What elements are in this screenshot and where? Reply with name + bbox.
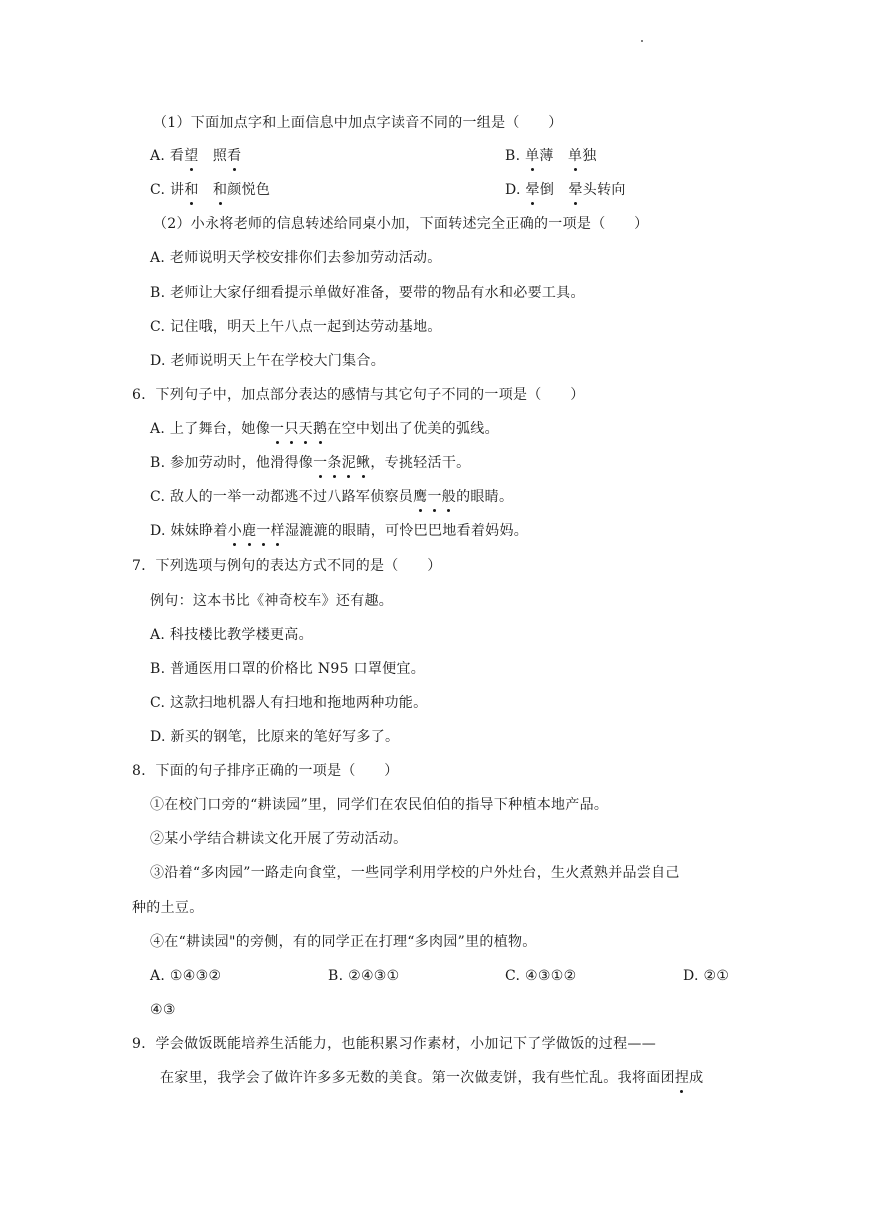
option-text: B. — [505, 148, 526, 164]
option-text: D. — [505, 182, 526, 198]
option-text: ，专挑轻活干。 — [370, 455, 471, 471]
q6-option-c[interactable] — [150, 488, 513, 506]
dotted-char: 望 — [184, 148, 199, 164]
q5-sub2-option-c[interactable]: C. 记住哦，明天上午八点一起到达劳动基地。 — [150, 319, 442, 335]
q5-sub1-stem: （1）下面加点字和上面信息中加点字读音不同的一组是（ ） — [153, 115, 563, 131]
option-text: 头转向 — [582, 182, 626, 198]
q8-sentence-1: ①在校门口旁的“耕读园”里，同学们在农民伯伯的指导下种植本地产品。 — [150, 797, 609, 813]
option-text: 在空中划出了优美的弧线。 — [327, 421, 499, 437]
q8-sentence-4: ④在“耕读园"的旁侧，有的同学正在打理“多肉园”里的植物。 — [150, 934, 537, 950]
paragraph-text: 成 — [689, 1070, 704, 1086]
dotted-char: 鹅 — [312, 421, 328, 437]
dotted-char: 一 — [270, 421, 285, 437]
dotted-char: 看 — [227, 148, 242, 164]
dotted-char: 和 — [212, 182, 228, 198]
q7-stem: 7．下列选项与例句的表达方式不同的是（ ） — [132, 558, 442, 574]
q8-sentence-2: ②某小学结合耕读文化开展了劳动活动。 — [150, 831, 408, 847]
dotted-char: 一 — [427, 489, 442, 505]
q5-sub2-option-a[interactable]: A. 老师说明天学校安排你们去参加劳动活动。 — [150, 250, 442, 266]
dotted-char: 泥 — [341, 455, 357, 471]
q8-sentence-3-cont: 种的土豆。 — [132, 900, 204, 916]
q5-sub2-option-d[interactable]: D. 老师说明天上午在学校大门集合。 — [150, 353, 386, 369]
option-text: 的眼睛。 — [456, 489, 514, 505]
q9-stem: 9．学会做饭既能培养生活能力，也能积累习作素材，小加记下了学做饭的过程—— — [132, 1036, 657, 1052]
option-text: 倒 — [539, 182, 569, 198]
option-text: C. 讲 — [150, 182, 185, 198]
dotted-char: 条 — [327, 455, 342, 471]
q8-option-d[interactable]: D. ②① — [683, 968, 730, 984]
dotted-char: 一 — [313, 455, 328, 471]
option-text: C. 敌人的一举一动都逃不过八路军侦察员 — [150, 489, 414, 505]
option-text — [199, 182, 213, 198]
q6-option-a[interactable] — [150, 420, 499, 438]
option-text: 薄 — [539, 148, 569, 164]
dotted-char: 样 — [270, 523, 285, 539]
dotted-char: 一 — [256, 523, 271, 539]
page-mark — [641, 40, 643, 42]
dotted-char: 天 — [298, 421, 313, 437]
q6-stem: 6．下列句子中，加点部分表达的感情与其它句子不同的一项是（ ） — [132, 387, 585, 403]
option-text: 独 — [582, 148, 597, 164]
q5-sub1-option-d[interactable] — [505, 181, 626, 199]
dotted-char: 只 — [284, 421, 299, 437]
option-text: D. 妹妹睁着 — [150, 523, 228, 539]
dotted-char: 晕 — [568, 182, 583, 198]
q9-paragraph — [160, 1069, 703, 1087]
option-text: A. 看 — [150, 148, 185, 164]
q6-option-d[interactable] — [150, 522, 528, 540]
dotted-char: 晕 — [525, 182, 540, 198]
dotted-char: 小 — [227, 523, 243, 539]
q5-sub1-option-c[interactable] — [150, 181, 270, 199]
q8-option-d-wrap: ④③ — [150, 1002, 176, 1018]
option-text: 照 — [198, 148, 228, 164]
dotted-char: 鹰 — [413, 489, 428, 505]
dotted-char: 般 — [441, 489, 457, 505]
q5-sub2-stem: （2）小永将老师的信息转述给同桌小加，下面转述完全正确的一项是（ ） — [153, 216, 649, 232]
option-text: A. 上了舞台，她像 — [150, 421, 271, 437]
dotted-char: 和 — [184, 182, 199, 198]
q5-sub2-option-b[interactable]: B. 老师让大家仔细看提示单做好准备，要带的物品有水和必要工具。 — [150, 285, 585, 301]
option-text: 颜悦色 — [227, 182, 271, 198]
q6-option-b[interactable] — [150, 454, 470, 472]
dotted-char: 单 — [525, 148, 540, 164]
q5-sub1-option-b[interactable] — [505, 147, 597, 165]
q7-option-a[interactable]: A. 科技楼比教学楼更高。 — [150, 627, 313, 643]
dotted-char: 捏 — [674, 1070, 690, 1086]
q8-option-a[interactable]: A. ①④③② — [150, 968, 222, 984]
q8-option-b[interactable]: B. ②④③① — [328, 968, 400, 984]
q7-example: 例句：这本书比《神奇校车》还有趣。 — [150, 593, 394, 609]
option-text: 湿漉漉的眼睛，可怜巴巴地看着妈妈。 — [284, 523, 529, 539]
option-text: B. 参加劳动时，他滑得像 — [150, 455, 314, 471]
q7-option-c[interactable]: C. 这款扫地机器人有扫地和拖地两种功能。 — [150, 695, 428, 711]
q5-sub1-option-a[interactable] — [150, 147, 241, 165]
q7-option-b[interactable]: B. 普通医用口罩的价格比 N95 口罩便宜。 — [150, 661, 426, 677]
dotted-char: 单 — [568, 148, 583, 164]
paragraph-text: 在家里，我学会了做许许多多无数的美食。第一次做麦饼，我有些忙乱。我将面团 — [160, 1070, 675, 1086]
dotted-char: 鳅 — [356, 455, 371, 471]
q8-sentence-3: ③沿着“多肉园”一路走向食堂，一些同学利用学校的户外灶台，生火煮熟并品尝自己 — [150, 865, 680, 881]
q7-option-d[interactable]: D. 新买的钢笔，比原来的笔好写多了。 — [150, 729, 400, 745]
q8-option-c[interactable]: C. ④③①② — [505, 968, 577, 984]
dotted-char: 鹿 — [242, 523, 257, 539]
q8-stem: 8．下面的句子排序正确的一项是（ ） — [132, 763, 399, 779]
